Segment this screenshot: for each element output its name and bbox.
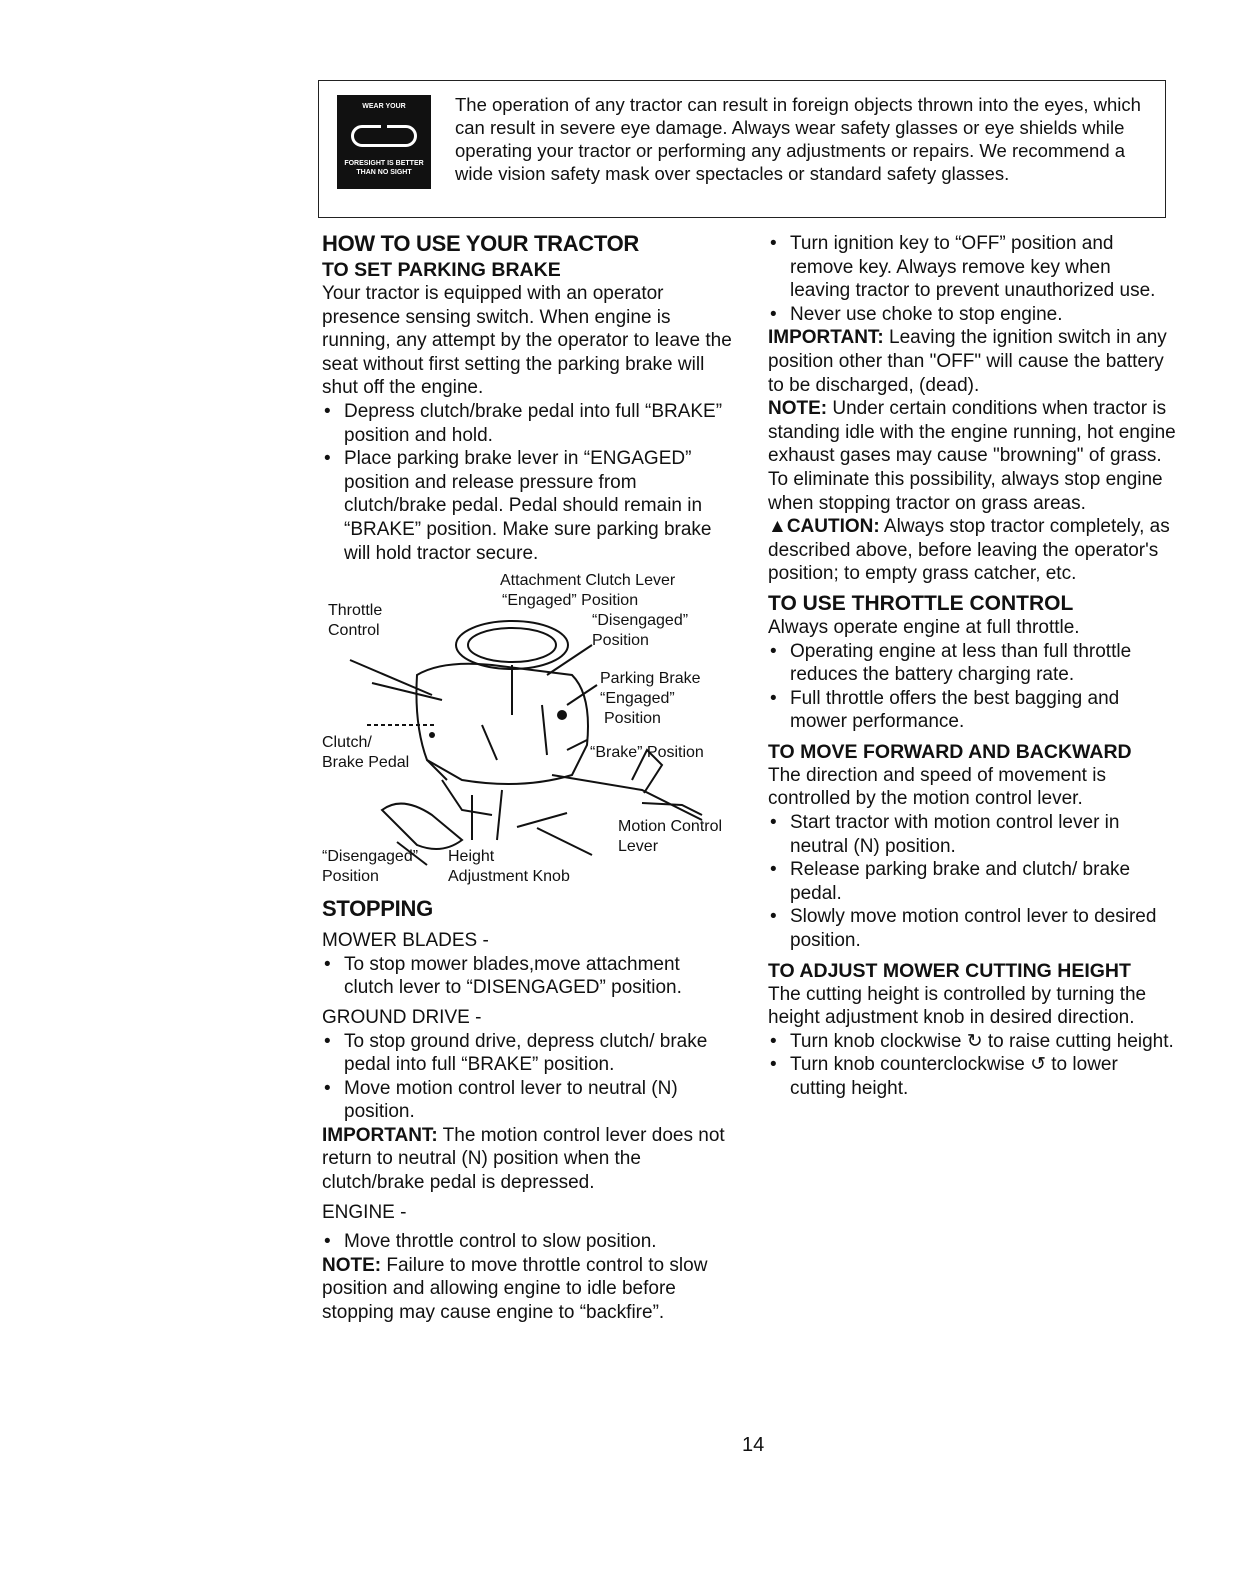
- throttle-heading: TO USE THROTTLE CONTROL: [768, 591, 1074, 615]
- engine-label: ENGINE -: [322, 1201, 407, 1223]
- label-brake-position: “Brake” Position: [590, 744, 704, 762]
- parking-intro: Your tractor is equipped with an operator presence sensing switch. When engine is running, any attempt by the operator to leave the seat without first setting the parking brake will shut off the engine.: [322, 283, 732, 399]
- list-item: • Full throttle offers the best bagging and mower performance.: [770, 687, 1120, 733]
- move-heading: TO MOVE FORWARD AND BACKWARD: [768, 740, 1132, 763]
- list-item: • Slowly move motion control lever to desired position.: [770, 906, 1157, 952]
- important-paragraph: IMPORTANT: The motion control lever does not return to neutral (N) position when the clutch/brake pedal is depressed.: [322, 1124, 725, 1194]
- section-title: HOW TO USE YOUR TRACTOR: [322, 231, 640, 256]
- list-item: • Start tractor with motion control lever in neutral (N) position.: [770, 812, 1120, 857]
- label-lever: Lever: [618, 838, 659, 856]
- list-item: • Turn ignition key to “OFF” position and remove key. Always remove key when leaving tractor to prevent unauthorized use.: [770, 233, 1156, 302]
- height-intro: The cutting height is controlled by turning the height adjustment knob in desired direction.: [768, 983, 1147, 1029]
- list-item: • Release parking brake and clutch/ brake pedal.: [770, 859, 1131, 904]
- label-attachment-clutch: Attachment Clutch Lever: [500, 572, 676, 590]
- list-item: • To stop mower blades,move attachment clutch lever to “DISENGAGED” position.: [324, 953, 682, 999]
- label-disengaged-bottom: “Disengaged”: [322, 848, 419, 866]
- label-disengaged: “Disengaged”: [592, 612, 689, 630]
- caution-paragraph: ▲CAUTION: Always stop tractor completely, as described above, before leaving the operator's position; to empty grass catcher, etc.: [768, 516, 1170, 585]
- list-item: • Turn knob clockwise ↻ to raise cutting height.: [770, 1030, 1174, 1052]
- clockwise-arrow-icon: ↻: [966, 1030, 983, 1052]
- tractor-controls-diagram: [322, 565, 734, 895]
- label-parking-engaged: “Engaged”: [600, 690, 675, 708]
- icon-text-top: WEAR YOUR: [362, 103, 406, 110]
- label-adjustment-knob: Adjustment Knob: [448, 868, 570, 886]
- move-intro: The direction and speed of movement is controlled by the motion control lever.: [768, 764, 1106, 810]
- mower-blades-label: MOWER BLADES -: [322, 930, 489, 952]
- height-heading: TO ADJUST MOWER CUTTING HEIGHT: [768, 959, 1131, 982]
- list-item: • Move motion control lever to neutral (N) position.: [324, 1077, 678, 1123]
- safety-glasses-icon: [337, 95, 431, 189]
- warning-triangle-icon: ▲: [768, 516, 787, 538]
- warning-text: The operation of any tractor can result in foreign objects thrown into the eyes, which can result in severe eye damage. Always wear safety glasses or eye shields while operating your tractor or performing any adjustments or repairs. We recommend a wide vision safety mask over spectacles or standard safety glasses.: [455, 94, 1141, 184]
- list-item: • Depress clutch/brake pedal into full “BRAKE” position and hold.: [324, 400, 723, 446]
- note-paragraph: NOTE: Failure to move throttle control to slow position and allowing engine to idle before stopping may cause engine to “backfire”.: [322, 1254, 708, 1324]
- safety-warning-box: [318, 80, 1166, 218]
- parking-brake-heading: TO SET PARKING BRAKE: [322, 259, 561, 281]
- important-paragraph: IMPORTANT: Leaving the ignition switch in any position other than "OFF" will cause the battery to be discharged, (dead).: [768, 327, 1167, 396]
- label-position-bottom: Position: [322, 868, 379, 886]
- icon-text-bottom: FORESIGHT IS BETTER THAN NO SIGHT: [344, 160, 424, 176]
- label-engaged-position: “Engaged” Position: [502, 592, 639, 610]
- label-height: Height: [448, 848, 495, 866]
- left-column: [322, 230, 734, 1325]
- label-parking-brake: Parking Brake: [600, 670, 701, 688]
- page-number: 14: [742, 1434, 765, 1456]
- stopping-heading: STOPPING: [322, 896, 433, 922]
- list-item: • Place parking brake lever in “ENGAGED” position and release pressure from clutch/brake pedal. Pedal should remain in “BRAKE” position. Make sure parking brake will hold tractor secure.: [324, 448, 712, 564]
- counterclockwise-arrow-icon: ↺: [1030, 1054, 1046, 1076]
- list-item: • Never use choke to stop engine.: [770, 303, 1063, 325]
- label-clutch: Clutch/: [322, 734, 372, 752]
- list-item: • To stop ground drive, depress clutch/ brake pedal into full “BRAKE” position.: [324, 1030, 708, 1076]
- throttle-intro: Always operate engine at full throttle.: [768, 616, 1080, 638]
- note-paragraph: NOTE: Under certain conditions when tractor is standing idle with the engine running, hot engine exhaust gases may cause "browning" of grass. To eliminate this possibility, always stop engine when stopping tractor on grass areas.: [768, 398, 1176, 514]
- label-motion-control: Motion Control: [618, 818, 723, 836]
- label-position: Position: [592, 632, 649, 650]
- list-item: • Operating engine at less than full throttle reduces the battery charging rate.: [770, 640, 1132, 686]
- glasses-shape: [351, 125, 417, 147]
- label-throttle: Throttle: [328, 602, 383, 620]
- ground-drive-label: GROUND DRIVE -: [322, 1006, 482, 1028]
- label-parking-position: Position: [604, 710, 661, 728]
- label-brake-pedal: Brake Pedal: [322, 754, 410, 772]
- list-item: • Turn knob counterclockwise ↺ to lower cutting height.: [770, 1054, 1118, 1099]
- right-column: [768, 232, 1176, 1101]
- label-control: Control: [328, 622, 380, 640]
- list-item: • Move throttle control to slow position.: [324, 1231, 657, 1253]
